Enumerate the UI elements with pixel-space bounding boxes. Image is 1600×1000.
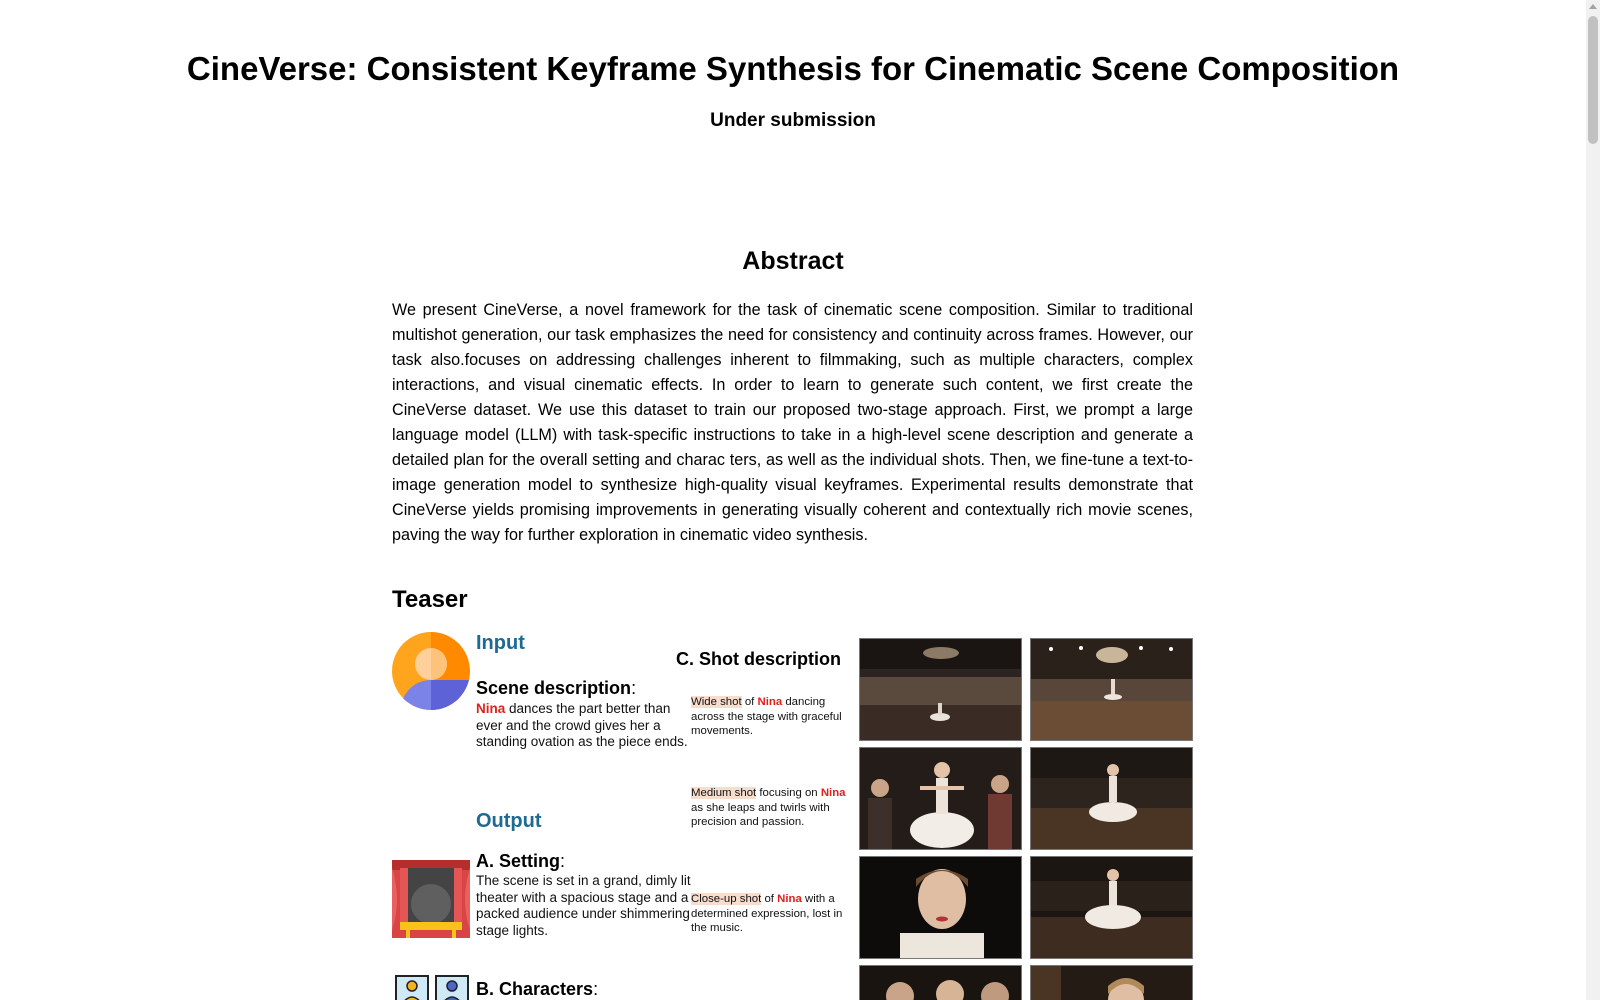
keyframe-medium-shot-1 — [859, 747, 1022, 850]
character-name: Nina — [476, 701, 506, 716]
keyframe-wide-shot-1 — [859, 638, 1022, 741]
shot-text: as she leaps and twirls with precision and passion. — [691, 801, 830, 828]
keyframe-wide-shot-2 — [1030, 638, 1193, 741]
scene-description-title: Scene description — [476, 678, 632, 698]
theater-stage-icon — [392, 860, 470, 938]
shot-connector: focusing on — [756, 787, 821, 799]
characters-icon — [394, 974, 470, 1000]
keyframe-partial-1 — [859, 965, 1022, 1000]
shot-type: Wide shot — [691, 696, 742, 708]
abstract-text: We present CineVerse, a novel framework for the task of cinematic scene composition. Similar to traditional multishot generation, our task emphasizes the need for consistency and continuity across frames. However, our task also.focuses on addressing challenges inherent to filmmaking, such as multiple characters, complex interactions, and visual cinematic effects. In order to learn to generate such content, we first create the CineVerse dataset. We use this dataset to train our proposed two-stage approach. First, we prompt a large language model (LLM) with task-specific instructions to take in a high-level scene description and generate a detailed plan for the overall setting and charac ters, as well as the individual shots. Then, we fine-tune a text-to-image generation model to synthesize high-quality visual keyframes. Experimental results demonstrate that CineVerse yields promising improvements in generating visually coherent and contextually rich movie scenes, paving the way for further exploration in cinematic video synthesis. — [392, 301, 1193, 544]
page-title: CineVerse: Consistent Keyframe Synthesis for Cinematic Scene Composition — [186, 50, 1400, 87]
keyframe-close-up-2 — [1030, 856, 1193, 959]
setting-colon: : — [560, 851, 566, 871]
keyframe-close-up-1 — [859, 856, 1022, 959]
abstract-heading: Abstract — [742, 247, 844, 275]
scroll-up-arrow-icon[interactable] — [1589, 4, 1597, 9]
shot-type: Medium shot — [691, 787, 757, 799]
scrollbar-thumb[interactable] — [1588, 16, 1598, 144]
character-name: Nina — [757, 696, 783, 708]
scene-description-text — [476, 701, 691, 751]
shot-item — [691, 695, 851, 739]
setting-heading — [476, 851, 565, 872]
scene-description-heading — [476, 678, 636, 699]
characters-heading — [476, 979, 598, 1000]
setting-title: A. Setting — [476, 851, 560, 871]
vertical-scrollbar[interactable] — [1586, 0, 1600, 1000]
characters-title: B. Characters — [476, 979, 594, 999]
output-label: Output — [476, 810, 542, 832]
character-name: Nina — [820, 787, 846, 799]
input-label: Input — [476, 632, 525, 654]
teaser-figure — [392, 630, 1193, 1000]
setting-text: The scene is set in a grand, dimly lit theater with a spacious stage and a packed audience under shimmering stage lights. — [476, 873, 691, 938]
teaser-heading: Teaser — [392, 586, 468, 613]
shot-item — [691, 892, 851, 936]
shot-text: with a determined expression, lost in the music. — [691, 893, 843, 934]
shot-connector: of — [761, 893, 778, 905]
shot-description-heading: C. Shot description — [676, 649, 842, 669]
scene-description-colon: : — [631, 678, 637, 698]
page-subtitle: Under submission — [710, 110, 876, 131]
shot-connector: of — [741, 696, 758, 708]
shot-text: dancing across the stage with graceful movements. — [691, 696, 842, 737]
scene-description-body: dances the part better than ever and the crowd gives her a standing ovation as the piece ends. — [476, 701, 688, 749]
characters-colon: : — [593, 979, 599, 999]
user-avatar-icon — [392, 632, 470, 710]
shot-type: Close-up shot — [691, 893, 762, 905]
character-name: Nina — [777, 893, 802, 905]
keyframe-partial-2 — [1030, 965, 1193, 1000]
keyframe-medium-shot-2 — [1030, 747, 1193, 850]
shot-item — [691, 786, 851, 830]
